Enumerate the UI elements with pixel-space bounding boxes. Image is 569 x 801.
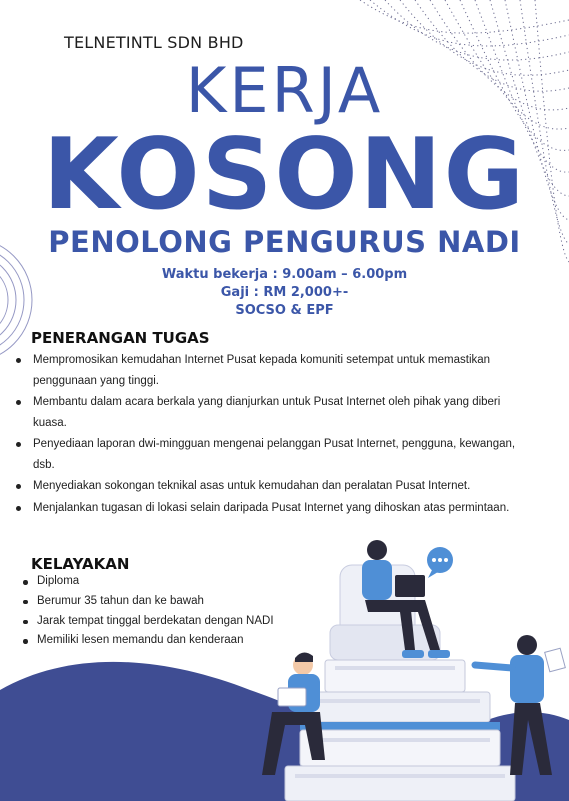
list-item: Membantu dalam acara berkala yang dianjurkan untuk Pusat Internet oleh pihak yang diberi kuasa. <box>33 392 533 433</box>
headline-kerja: KERJA <box>185 54 384 127</box>
headline-kosong: KOSONG <box>42 118 527 232</box>
tasks-heading: PENERANGAN TUGAS <box>31 329 210 347</box>
list-item: Penyediaan laporan dwi-mingguan mengenai pelanggan Pusat Internet, pengguna, kewangan, dsb. <box>33 434 533 475</box>
working-hours: Waktu bekerja : 9.00am – 6.00pm <box>161 267 408 282</box>
company-name: TELNETINTL SDN BHD <box>64 33 244 52</box>
benefits: SOCSO & EPF <box>235 303 334 318</box>
list-item: Mempromosikan kemudahan Internet Pusat kepada komuniti setempat untuk memastikan penggunaan yang tinggi. <box>33 350 533 391</box>
list-item: Menjalankan tugasan di lokasi selain daripada Pusat Internet yang dihoskan atas permintaan. <box>33 498 533 519</box>
list-item: Berumur 35 tahun dan ke bawah <box>37 592 367 612</box>
position-title: PENOLONG PENGURUS NADI <box>48 225 521 259</box>
salary: Gaji : RM 2,000+- <box>220 285 349 300</box>
list-item: Jarak tempat tinggal berdekatan dengan NADI <box>37 612 367 632</box>
requirements-heading: KELAYAKAN <box>31 555 130 573</box>
person-reading <box>262 652 325 775</box>
list-item: Diploma <box>37 572 367 592</box>
list-item: Menyediakan sokongan teknikal asas untuk kemudahan dan peralatan Pusat Internet. <box>33 476 533 497</box>
list-item: Memiliki lesen memandu dan kenderaan <box>37 631 367 651</box>
speech-bubble-icon <box>427 547 453 578</box>
